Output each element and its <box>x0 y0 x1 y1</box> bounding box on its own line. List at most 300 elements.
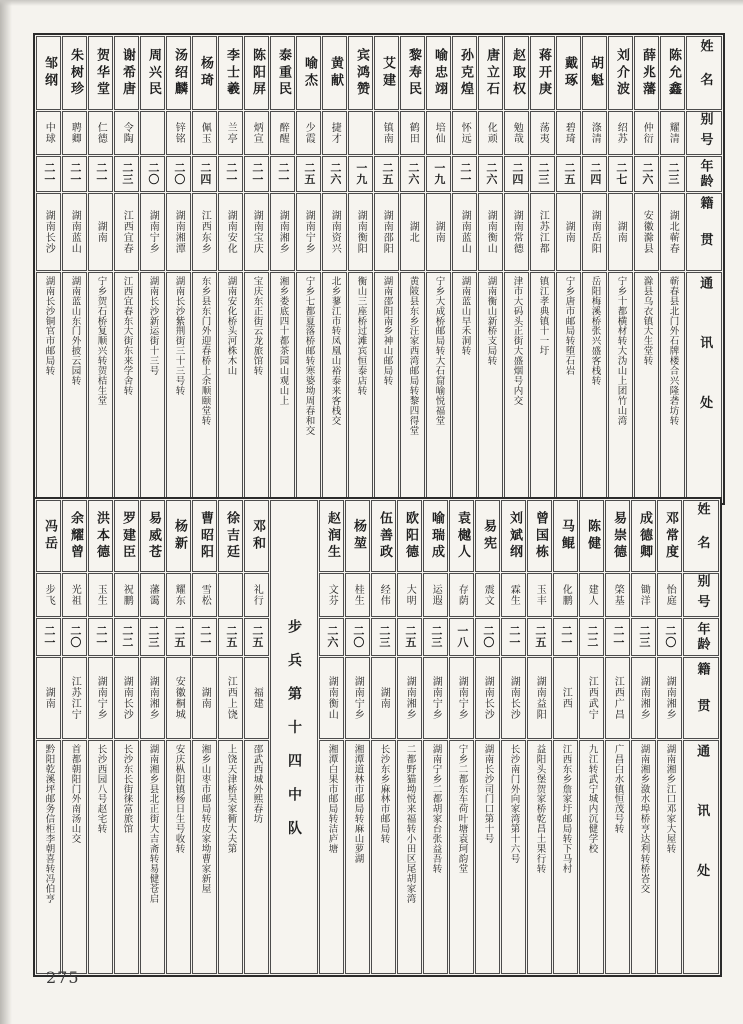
age-cell <box>608 156 633 192</box>
person-age: 二一 <box>42 162 56 186</box>
address-cell <box>166 272 191 502</box>
person-alias: 荡夷 <box>537 122 549 144</box>
alias-cell <box>270 111 295 155</box>
name-cell <box>244 500 269 572</box>
person-name: 伍善政 <box>376 510 392 562</box>
header-address-cell <box>686 272 722 502</box>
address-cell <box>218 272 243 502</box>
person-age: 二一 <box>611 625 625 649</box>
person-name: 洪本德 <box>93 510 109 562</box>
person-name: 刘斌纲 <box>506 510 522 562</box>
age-cell <box>426 156 451 192</box>
address-cell <box>88 272 113 502</box>
person-name: 朱树珍 <box>67 47 83 99</box>
person-age: 二一 <box>94 162 108 186</box>
person-name: 孙克煌 <box>457 47 473 99</box>
person-address: 长沙东长街徕富旅馆 <box>121 744 133 834</box>
name-cell <box>527 500 552 572</box>
name-cell <box>423 500 448 572</box>
person-age: 二三 <box>377 625 391 649</box>
person-address: 益阳头堡贺家桥乾昌土果行转 <box>534 744 546 874</box>
alias-cell <box>634 111 659 155</box>
person-address: 上饶天津桥吴家衕大夫第 <box>225 744 237 854</box>
address-cell <box>114 272 139 502</box>
native-place-cell <box>244 657 269 739</box>
person-address: 湘乡娄底四十都茶园山观山上 <box>277 276 289 406</box>
person-name: 刘介波 <box>613 47 629 99</box>
age-cell <box>657 618 682 656</box>
person-alias: 勉哉 <box>511 122 523 144</box>
address-cell <box>140 272 165 502</box>
name-cell <box>322 36 347 110</box>
person-column <box>270 36 295 502</box>
alias-cell <box>657 573 682 617</box>
alias-cell <box>244 573 269 617</box>
person-age: 二五 <box>562 162 576 186</box>
person-alias: 化鹏 <box>560 584 572 606</box>
person-name: 汤绍麟 <box>171 47 187 99</box>
age-cell <box>478 156 503 192</box>
name-cell <box>218 500 243 572</box>
name-cell <box>36 36 61 110</box>
person-column <box>166 500 191 974</box>
person-age: 二三 <box>120 162 134 186</box>
address-cell <box>192 740 217 974</box>
age-cell <box>218 156 243 192</box>
address-cell <box>244 740 269 974</box>
person-address: 湖南安化桥头河株木山 <box>225 276 237 376</box>
person-native-place: 湖南蓝山 <box>69 210 81 254</box>
alias-cell <box>527 573 552 617</box>
header-name-label: 姓名 <box>694 502 710 570</box>
age-cell <box>62 618 87 656</box>
person-native-place: 湖南宁乡 <box>303 210 315 254</box>
person-column <box>322 36 347 502</box>
name-cell <box>114 500 139 572</box>
person-column <box>345 500 370 974</box>
address-cell <box>426 272 451 502</box>
native-place-cell <box>527 657 552 739</box>
person-address: 二都野猫坳悦来福转小田区尾胡家湾 <box>404 744 416 904</box>
person-age: 二五 <box>302 162 316 186</box>
person-column <box>478 36 503 502</box>
person-age: 二五 <box>403 625 417 649</box>
person-native-place: 湖南湘乡 <box>638 676 650 720</box>
person-alias: 藩霭 <box>147 584 159 606</box>
person-address: 江西宜春东大街东来学舍转 <box>121 276 133 396</box>
address-cell <box>501 740 526 974</box>
person-address: 东乡县东门外迎春桥上余顺颐堂转 <box>199 276 211 426</box>
person-age: 二三 <box>637 625 651 649</box>
header-age-label: 年龄 <box>694 622 710 652</box>
person-address: 湖南长沙铜官市邮局转 <box>43 276 55 376</box>
person-name: 邓和 <box>249 519 265 553</box>
header-name-cell <box>686 36 722 110</box>
person-alias: 化顽 <box>485 122 497 144</box>
alias-cell <box>192 111 217 155</box>
person-name: 周兴民 <box>145 47 161 99</box>
name-cell <box>605 500 630 572</box>
person-column <box>582 36 607 502</box>
alias-cell <box>244 111 269 155</box>
person-column <box>192 500 217 974</box>
alias-cell <box>371 573 396 617</box>
person-name: 赵润生 <box>324 510 340 562</box>
native-place-cell <box>62 193 87 271</box>
alias-cell <box>296 111 321 155</box>
person-address: 镇江孝典镇十一圩 <box>537 276 549 356</box>
native-place-cell <box>426 193 451 271</box>
person-column <box>527 500 552 974</box>
person-native-place: 湖南 <box>95 221 107 243</box>
person-column <box>166 36 191 502</box>
alias-cell <box>426 111 451 155</box>
section-divider-label: 步兵第十四中队 <box>286 619 303 855</box>
person-column <box>62 36 87 502</box>
header-alias-cell <box>683 573 719 617</box>
person-name: 易宪 <box>480 519 496 553</box>
person-column <box>605 500 630 974</box>
person-age: 二〇 <box>146 162 160 186</box>
person-age: 二二 <box>120 625 134 649</box>
person-native-place: 江西宜春 <box>121 210 133 254</box>
address-cell <box>114 740 139 974</box>
age-cell <box>374 156 399 192</box>
header-address-cell <box>683 740 719 974</box>
person-age: 二三 <box>146 625 160 649</box>
person-alias: 光祖 <box>69 584 81 606</box>
age-cell <box>397 618 422 656</box>
person-native-place: 湖南衡山 <box>326 676 338 720</box>
person-address: 滁县乌衣镇大生堂转 <box>641 276 653 366</box>
native-place-cell <box>218 657 243 739</box>
person-column <box>608 36 633 502</box>
native-place-cell <box>631 657 656 739</box>
alias-cell <box>348 111 373 155</box>
name-cell <box>62 36 87 110</box>
person-name: 陈允鑫 <box>665 47 681 99</box>
age-cell <box>140 618 165 656</box>
person-column <box>88 36 113 502</box>
person-native-place: 江苏江宁 <box>69 676 81 720</box>
scan-artifact-top <box>0 0 743 6</box>
person-name: 胡魁 <box>587 56 603 90</box>
native-place-cell <box>400 193 425 271</box>
person-address: 湖南湘乡江口邓家大屋转 <box>664 744 676 854</box>
native-place-cell <box>166 657 191 739</box>
name-cell <box>397 500 422 572</box>
person-column <box>475 500 500 974</box>
age-cell <box>114 156 139 192</box>
person-alias: 少霞 <box>303 122 315 144</box>
person-native-place: 湖南 <box>615 221 627 243</box>
address-cell <box>452 272 477 502</box>
age-cell <box>88 156 113 192</box>
person-address: 邵武西城外熙春坊 <box>251 744 263 824</box>
native-place-cell <box>36 657 61 739</box>
person-alias: 仁德 <box>95 122 107 144</box>
person-column <box>426 36 451 502</box>
person-alias: 玉丰 <box>534 584 546 606</box>
native-place-cell <box>244 193 269 271</box>
header-native-cell <box>686 193 722 271</box>
name-cell <box>218 36 243 110</box>
person-alias: 培仙 <box>433 122 445 144</box>
header-native-cell <box>683 657 719 739</box>
person-name: 邹纲 <box>41 56 57 90</box>
header-name-cell <box>683 500 719 572</box>
person-native-place: 江西上饶 <box>225 676 237 720</box>
person-column <box>631 500 656 974</box>
address-cell <box>478 272 503 502</box>
alias-cell <box>88 573 113 617</box>
person-age: 二一 <box>458 162 472 186</box>
alias-cell <box>608 111 633 155</box>
alias-cell <box>166 111 191 155</box>
alias-cell <box>218 111 243 155</box>
person-column <box>374 36 399 502</box>
address-cell <box>553 740 578 974</box>
name-cell <box>192 500 217 572</box>
person-native-place: 福建 <box>251 687 263 709</box>
person-native-place: 湖南湘乡 <box>147 676 159 720</box>
person-column <box>348 36 373 502</box>
person-name: 曹昭阳 <box>197 510 213 562</box>
native-place-cell <box>319 657 344 739</box>
person-name: 欧阳德 <box>402 510 418 562</box>
person-alias: 兰亭 <box>225 122 237 144</box>
name-cell <box>270 36 295 110</box>
alias-cell <box>345 573 370 617</box>
name-cell <box>140 36 165 110</box>
header-alias-label: 别号 <box>697 112 713 154</box>
person-age: 二一 <box>507 625 521 649</box>
person-name: 曾国栋 <box>532 510 548 562</box>
person-age: 二〇 <box>663 625 677 649</box>
person-alias: 雪松 <box>199 584 211 606</box>
address-cell <box>504 272 529 502</box>
person-native-place: 湖北蕲春 <box>667 210 679 254</box>
person-native-place: 湖南宁乡 <box>430 676 442 720</box>
alias-cell <box>449 573 474 617</box>
native-place-cell <box>660 193 685 271</box>
alias-cell <box>605 573 630 617</box>
address-cell <box>244 272 269 502</box>
person-column <box>36 36 61 502</box>
person-name: 宾鸿赞 <box>353 47 369 99</box>
age-cell <box>345 618 370 656</box>
person-age: 二一 <box>276 162 290 186</box>
native-place-cell <box>397 657 422 739</box>
alias-cell <box>660 111 685 155</box>
person-address: 长沙西园八号赵宅转 <box>95 744 107 834</box>
address-cell <box>166 740 191 974</box>
age-cell <box>475 618 500 656</box>
address-cell <box>634 272 659 502</box>
person-native-place: 湖南蓝山 <box>459 210 471 254</box>
person-alias: 佩玉 <box>199 122 211 144</box>
age-cell <box>634 156 659 192</box>
alias-cell <box>475 573 500 617</box>
person-address: 湖南长沙司门口第十号 <box>482 744 494 844</box>
native-place-cell <box>36 193 61 271</box>
person-address: 宝庆东正街云龙旅馆转 <box>251 276 263 376</box>
name-cell <box>504 36 529 110</box>
alias-cell <box>553 573 578 617</box>
address-cell <box>345 740 370 974</box>
person-age: 二六 <box>328 162 342 186</box>
person-age: 二六 <box>484 162 498 186</box>
native-place-cell <box>475 657 500 739</box>
page-number: 275 <box>46 968 80 987</box>
person-column <box>660 36 685 502</box>
age-cell <box>244 618 269 656</box>
person-native-place: 湖南 <box>43 687 55 709</box>
person-column <box>423 500 448 974</box>
alias-cell <box>530 111 555 155</box>
alias-cell <box>631 573 656 617</box>
person-column <box>114 36 139 502</box>
person-column <box>192 36 217 502</box>
person-age: 二三 <box>666 162 680 186</box>
person-age: 二五 <box>533 625 547 649</box>
name-cell <box>400 36 425 110</box>
native-place-cell <box>423 657 448 739</box>
native-place-cell <box>140 193 165 271</box>
person-native-place: 安徽滁县 <box>641 210 653 254</box>
person-native-place: 湖南常德 <box>511 210 523 254</box>
person-alias: 碧琦 <box>563 122 575 144</box>
person-age: 二三 <box>536 162 550 186</box>
alias-cell <box>88 111 113 155</box>
header-age-label: 年龄 <box>697 159 713 189</box>
person-alias: 醉醒 <box>277 122 289 144</box>
person-column <box>244 500 269 974</box>
native-place-cell <box>296 193 321 271</box>
native-place-cell <box>579 657 604 739</box>
name-cell <box>657 500 682 572</box>
name-cell <box>88 500 113 572</box>
name-cell <box>140 500 165 572</box>
person-column <box>36 500 61 974</box>
name-cell <box>579 500 604 572</box>
person-column <box>62 500 87 974</box>
person-address: 湘潭白果市邮局转洁庐塘 <box>326 744 338 854</box>
address-cell <box>218 740 243 974</box>
name-cell <box>88 36 113 110</box>
person-alias: 棨基 <box>612 584 624 606</box>
person-name: 邓常度 <box>662 510 678 562</box>
age-cell <box>504 156 529 192</box>
person-alias: 建人 <box>586 584 598 606</box>
person-address: 宁乡七都夏落桥邮转寒婆坳周春和交 <box>303 276 315 436</box>
person-name: 喻杰 <box>301 56 317 90</box>
person-address: 长沙东乡麻林市邮局转 <box>378 744 390 844</box>
person-address: 津市大码头正街大盛烟号内交 <box>511 276 523 406</box>
person-alias: 镇南 <box>381 122 393 144</box>
person-address: 湖南蓝山早禾洞转 <box>459 276 471 356</box>
person-address: 宁乡十都横材转大沩山上团竹山湾 <box>615 276 627 426</box>
person-age: 一九 <box>432 162 446 186</box>
person-name: 陈健 <box>584 519 600 553</box>
name-cell <box>374 36 399 110</box>
age-cell <box>36 156 61 192</box>
address-cell <box>374 272 399 502</box>
person-alias: 仲衍 <box>641 122 653 144</box>
address-cell <box>657 740 682 974</box>
address-cell <box>400 272 425 502</box>
age-cell <box>166 618 191 656</box>
person-age: 二一 <box>198 625 212 649</box>
native-place-cell <box>553 657 578 739</box>
native-place-cell <box>556 193 581 271</box>
person-address: 长沙南门外向家湾第十六号 <box>508 744 520 864</box>
address-cell <box>62 272 87 502</box>
person-name: 贺华堂 <box>93 47 109 99</box>
address-cell <box>527 740 552 974</box>
person-address: 宁乡二都东车荷叶塘袁珂韵堂 <box>456 744 468 874</box>
native-place-cell <box>449 657 474 739</box>
person-age: 二二 <box>585 625 599 649</box>
alias-cell <box>322 111 347 155</box>
header-alias-cell <box>686 111 722 155</box>
native-place-cell <box>371 657 396 739</box>
person-age: 二〇 <box>172 162 186 186</box>
person-column <box>140 500 165 974</box>
header-column <box>683 500 719 974</box>
person-name: 薛兆藩 <box>639 47 655 99</box>
person-name: 罗建臣 <box>119 510 135 562</box>
name-cell <box>348 36 373 110</box>
alias-cell <box>452 111 477 155</box>
person-alias: 绍苏 <box>615 122 627 144</box>
address-cell <box>348 272 373 502</box>
directory-table-top <box>33 33 725 505</box>
person-age: 二五 <box>380 162 394 186</box>
age-cell <box>270 156 295 192</box>
person-native-place: 安徽桐城 <box>173 676 185 720</box>
person-native-place: 湖南湘乡 <box>404 676 416 720</box>
section-divider-cell <box>270 500 318 974</box>
person-address: 湖南长沙紫荆街三十三号转 <box>173 276 185 396</box>
person-native-place: 湖南宁乡 <box>95 676 107 720</box>
person-age: 二一 <box>250 162 264 186</box>
person-native-place: 湖南湘乡 <box>664 676 676 720</box>
person-age: 二四 <box>510 162 524 186</box>
person-column <box>244 36 269 502</box>
age-cell <box>605 618 630 656</box>
person-age: 二五 <box>172 625 186 649</box>
person-alias: 耀清 <box>667 122 679 144</box>
native-place-cell <box>192 193 217 271</box>
address-cell <box>88 740 113 974</box>
person-native-place: 江西武宁 <box>586 676 598 720</box>
alias-cell <box>478 111 503 155</box>
name-cell <box>452 36 477 110</box>
person-alias: 祝鹏 <box>121 584 133 606</box>
person-native-place: 湖北 <box>407 221 419 243</box>
name-cell <box>634 36 659 110</box>
person-age: 二一 <box>94 625 108 649</box>
person-address: 岳阳梅溪桥张兴盛客栈转 <box>589 276 601 386</box>
person-alias: 捷才 <box>329 122 341 144</box>
person-name: 赵取权 <box>509 47 525 99</box>
header-column <box>686 36 722 502</box>
age-cell <box>452 156 477 192</box>
header-native-label: 籍贯 <box>694 661 710 735</box>
age-cell <box>319 618 344 656</box>
name-cell <box>631 500 656 572</box>
